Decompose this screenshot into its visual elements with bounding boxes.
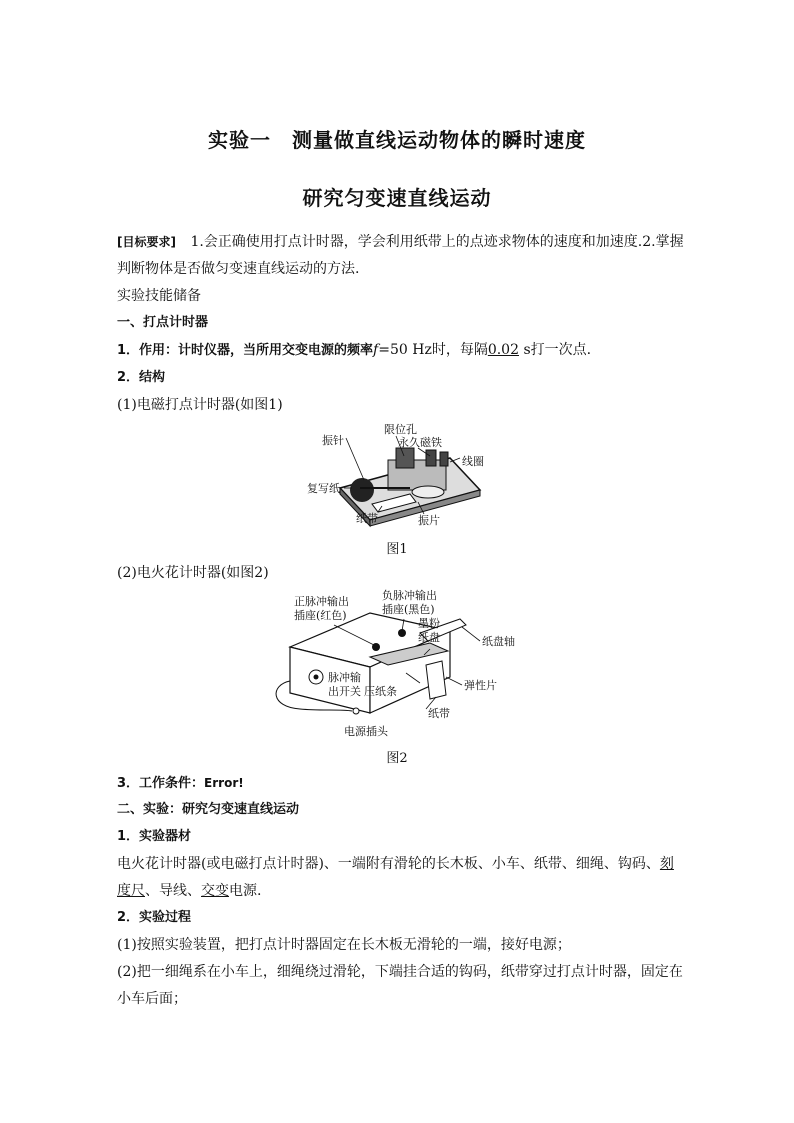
figure-1-caption: 图1 — [386, 542, 408, 557]
item-3: 3．工作条件：Error! — [117, 776, 244, 791]
goal-line-2: 判断物体是否做匀变速直线运动的方法. — [117, 261, 360, 277]
item-2: 2．结构 — [117, 370, 166, 385]
fig2-label-zhidai: 纸带 — [428, 707, 450, 720]
fig1-label-yongjiucitie: 永久磁铁 — [398, 436, 442, 449]
fig2-label-tanxingpian: 弹性片 — [464, 679, 497, 692]
fig2-label-yazhitiao: 压纸条 — [364, 685, 397, 698]
fig2-label-mofen-2: 纸盘 — [418, 631, 440, 644]
item-5: 2．实验过程 — [117, 910, 192, 925]
step-2-line-2: 小车后面； — [117, 991, 187, 1007]
equipment-line-2: 度尺、导线、交变电源. — [117, 883, 262, 899]
fig2-label-zhipanzhou: 纸盘轴 — [482, 635, 515, 648]
fig1-label-zhenpian: 振片 — [418, 514, 440, 527]
fig2-label-maichong-2: 出开关 — [328, 685, 361, 698]
fig1-label-xianweikong: 限位孔 — [384, 423, 417, 436]
goal-text-1: 1.会正确使用打点计时器，学会利用纸带上的点迹求物体的速度和加速度.2.掌握 — [190, 234, 684, 250]
figure-1-electromagnetic-timer — [300, 418, 500, 530]
figure-2-caption: 图2 — [386, 751, 408, 766]
goal-tag: [目标要求] — [117, 235, 176, 249]
fig2-label-fu-1: 负脉冲输出 — [382, 589, 437, 602]
sub-item-1: (1)电磁打点计时器(如图1) — [117, 397, 283, 413]
fig2-label-zheng-2: 插座(红色) — [294, 609, 347, 622]
fig2-label-mofen-1: 墨粉 — [418, 617, 440, 630]
answer-blank-ac: 交变 — [201, 883, 229, 899]
step-2-line-1: (2)把一细绳系在小车上，细绳绕过滑轮，下端挂合适的钩码，纸带穿过打点计时器，固定在 — [117, 964, 683, 980]
main-title: 实验一 测量做直线运动物体的瞬时速度 — [208, 128, 586, 152]
fig2-label-maichong-1: 脉冲输 — [328, 671, 361, 684]
answer-blank-interval: 0.02 — [487, 342, 519, 358]
figure-2-spark-timer — [270, 585, 530, 741]
goal-line-1 — [117, 232, 684, 252]
fig2-label-dianyuan: 电源插头 — [344, 725, 388, 738]
fig1-label-xianquan: 线圈 — [462, 455, 484, 468]
sub-title: 研究匀变速直线运动 — [302, 186, 492, 210]
answer-blank-ruler-1: 刻 — [659, 856, 674, 872]
sub-item-2: (2)电火花计时器(如图2) — [117, 565, 269, 581]
equipment-line-1: 电火花计时器(或电磁打点计时器)、一端附有滑轮的长木板、小车、纸带、细绳、钩码、刻 — [117, 856, 674, 872]
fig1-label-zhidai: 纸带 — [356, 512, 378, 525]
section-2-heading: 二、实验：研究匀变速直线运动 — [117, 802, 300, 817]
fig2-label-fu-2: 插座(黑色) — [382, 603, 435, 616]
answer-blank-ruler-2: 度尺 — [117, 883, 145, 899]
fig1-label-fuxiezhi: 复写纸 — [307, 482, 340, 495]
section-skills: 实验技能储备 — [117, 288, 201, 304]
step-1: (1)按照实验装置，把打点计时器固定在长木板无滑轮的一端，接好电源； — [117, 937, 571, 953]
item-4: 1．实验器材 — [117, 829, 192, 844]
section-1-heading: 一、打点计时器 — [117, 315, 209, 330]
fig2-label-zheng-1: 正脉冲输出 — [294, 595, 349, 608]
fig1-label-zhenzhen: 振针 — [322, 434, 344, 447]
item-1: 1．作用：计时仪器，当所用交变电源的频率f=50 Hz时，每隔0.02 s打一次点. — [117, 342, 592, 358]
error-field: Error! — [204, 776, 244, 790]
